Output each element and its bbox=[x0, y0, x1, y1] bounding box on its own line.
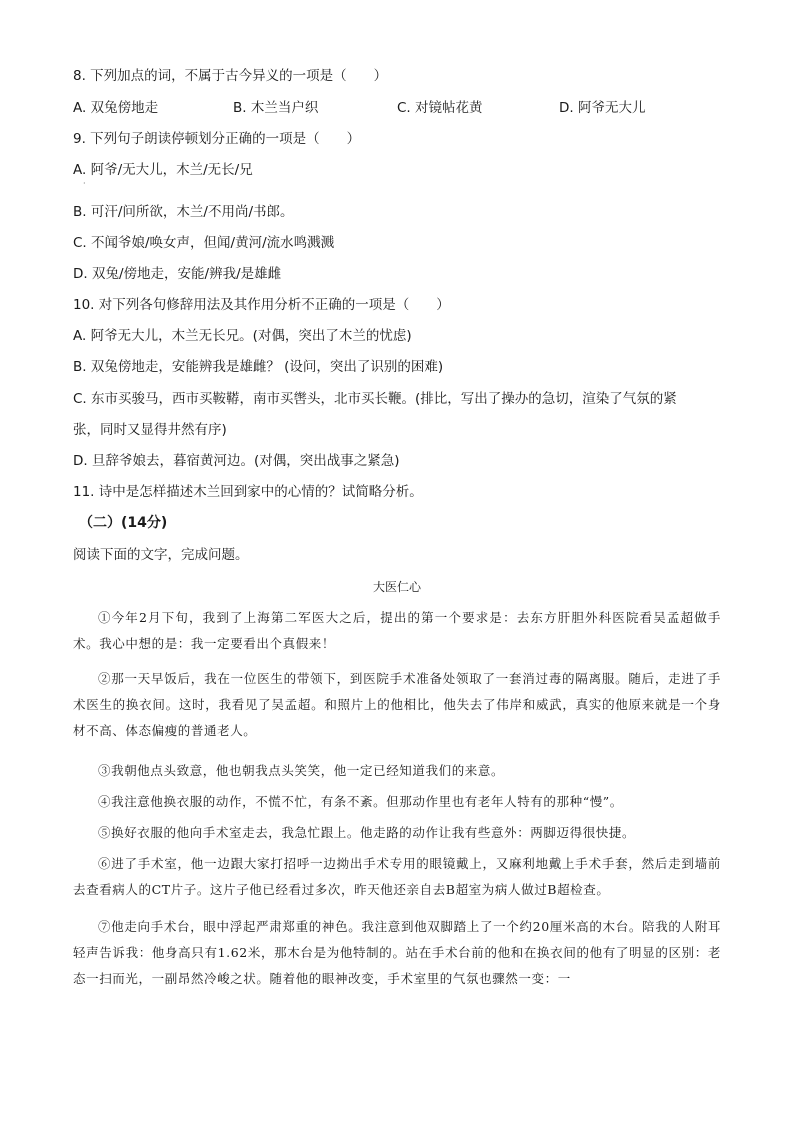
article-paragraph-3: ③我朝他点头致意，他也朝我点头笑笑，他一定已经知道我们的来意。 bbox=[98, 763, 505, 778]
q8-option-c: C. 对镜帖花黄 bbox=[397, 100, 483, 116]
q10-option-b: B. 双兔傍地走，安能辨我是雄雌？ (设问，突出了识别的困难) bbox=[73, 359, 444, 375]
reading-instruction: 阅读下面的文字，完成问题。 bbox=[73, 547, 249, 563]
q9-option-c: C. 不闻爷娘/唤女声，但闻/黄河/流水鸣溅溅 bbox=[73, 235, 335, 251]
q10-option-a: A. 阿爷无大儿，木兰无长兄。(对偶，突出了木兰的忧虑) bbox=[73, 328, 412, 344]
q9-option-b: B. 可汗/问所欲，木兰/不用尚/书郎。 bbox=[73, 204, 294, 220]
q10-option-c: C. 东市买骏马，西市买鞍鞯，南市买辔头，北市买长鞭。(排比，写出了操办的急切，渲染了气氛的紧 bbox=[73, 391, 677, 407]
q8-option-d: D. 阿爷无大儿 bbox=[559, 100, 646, 116]
article-paragraph-7: ⑦他走向手术台，眼中浮起严肃郑重的神色。我注意到他双脚踏上了一个约20厘米高的木台。陪我的人附耳轻声告诉我：他身高只有1.62米，那木台是为他特制的。站在手术台前的他和在换衣间的他有了明显的区别：老态一扫而光，一副昂然冷峻之状。随着他的眼神改变，手术室里的气氛也骤然一变：一 bbox=[73, 919, 721, 986]
article-paragraph-2: ②那一天早饭后，我在一位医生的带领下，到医院手术准备处领取了一套消过毒的隔离服。随后，走进了手术医生的换衣间。这时，我看见了吴孟超。和照片上的他相比，他失去了伟岸和威武，真实的他原来就是一个身材不高、体态偏瘦的普通老人。 bbox=[73, 671, 721, 738]
q8-option-b: B. 木兰当户织 bbox=[233, 100, 319, 116]
q11-stem: 11. 诗中是怎样描述木兰回到家中的心情的？试简略分析。 bbox=[73, 484, 423, 500]
article-paragraph-5: ⑤换好衣服的他向手术室走去，我急忙跟上。他走路的动作让我有些意外：两脚迈得很快捷。 bbox=[98, 825, 636, 840]
q9-option-d: D. 双兔/傍地走，安能/辨我/是雄雌 bbox=[73, 266, 282, 282]
stray-mark: · bbox=[83, 179, 86, 188]
q8-stem: 8. 下列加点的词，不属于古今异义的一项是（ ） bbox=[73, 68, 388, 84]
article-title: 大医仁心 bbox=[372, 580, 421, 594]
article-paragraph-4: ④我注意他换衣服的动作，不慌不忙，有条不紊。但那动作里也有老年人特有的那种“慢”。 bbox=[98, 794, 623, 809]
q10-stem: 10. 对下列各句修辞用法及其作用分析不正确的一项是（ ） bbox=[73, 297, 450, 313]
q9-stem: 9. 下列句子朗读停顿划分正确的一项是（ ） bbox=[73, 131, 361, 147]
q10-option-d: D. 旦辞爷娘去，暮宿黄河边。(对偶，突出战事之紧急) bbox=[73, 453, 400, 469]
article-paragraph-6: ⑥进了手术室，他一边跟大家打招呼一边拗出手术专用的眼镜戴上，又麻利地戴上手术手套，然后走到墙前去查看病人的CT片子。这片子他已经看过多次，昨天他还亲自去B超室为病人做过B超检查。 bbox=[73, 856, 721, 897]
q9-option-a: A. 阿爷/无大儿，木兰/无长/兄 bbox=[73, 162, 253, 178]
article-paragraph-1: ①今年2月下旬，我到了上海第二军医大之后，提出的第一个要求是：去东方肝胆外科医院看吴孟超做手术。我心中想的是：我一定要看出个真假来！ bbox=[73, 610, 721, 651]
section-heading: （二）(14分) bbox=[79, 515, 168, 531]
q10-option-c-cont: 张，同时又显得井然有序) bbox=[73, 422, 227, 438]
q8-option-a: A. 双兔傍地走 bbox=[73, 100, 159, 116]
